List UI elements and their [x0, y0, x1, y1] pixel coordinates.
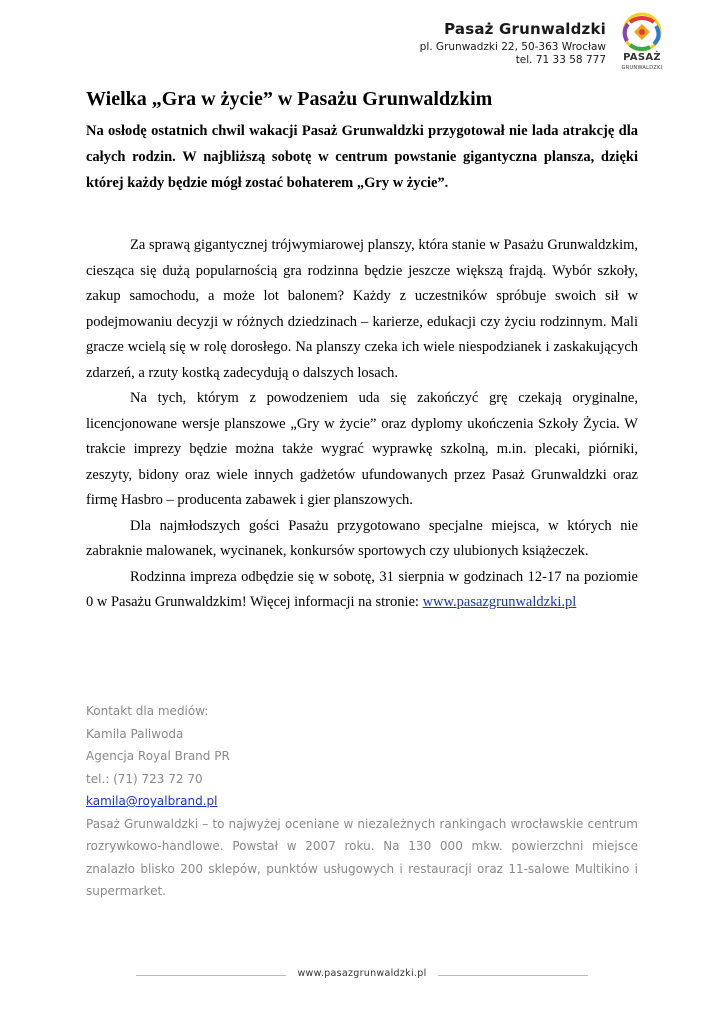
contact-heading: Kontakt dla mediów: [86, 704, 209, 718]
contact-name: Kamila Paliwoda [86, 726, 184, 741]
page-footer [136, 968, 588, 982]
company-phone: tel. 71 33 58 777 [515, 54, 606, 66]
article-paragraph: Za sprawą gigantycznej trójwymiarowej planszy, która stanie w Pasażu Grunwaldzkim, ciesząca się dużą popularnością gra rodzinna będzie jeszcze większą frajdą. Wybór szkoły, zakup samochodu, a może lot balonem? Każdy z uczestników spróbuje swoich sił w podejmowaniu decyzji w różnych dziedzinach – karierze, edukacji czy życiu rodzinnym. Mali gracze wcielą się w rolę dorosłego. Na planszy czeka ich wiele niespodzianek i zaskakujących zdarzeń, a rzuty kostką zadecydują o dalszych losach. [86, 237, 638, 381]
article-paragraph-last [86, 565, 638, 616]
letterhead [420, 20, 606, 67]
logo-brand-text: PASAŻ [623, 52, 661, 63]
company-name: Pasaż Grunwaldzki [444, 20, 606, 38]
media-contact [86, 700, 638, 903]
logo-mark-icon [618, 12, 666, 52]
article-body [86, 233, 638, 616]
pasaz-logo [618, 12, 666, 74]
article-paragraph: Na tych, którym z powodzeniem uda się zakończyć grę czekają oryginalne, licencjonowane wersje planszowe „Gry w życie” oraz dyplomy ukończenia Szkoły Życia. W trakcie imprezy będzie można także wygrać wyprawkę szkolną, m.in. plecaki, piórniki, zeszyty, bidony oraz wiele innych gadżetów ufundowanych przez Pasaż Grunwaldzki oraz firmę Hasbro – producenta zabawek i gier planszowych. [86, 390, 638, 508]
company-about: Pasaż Grunwaldzki – to najwyżej oceniane w niezależnych rankingach wrocławskie centrum rozrywkowo-handlowe. Powstał w 2007 roku. Na 130 000 mkw. powierzchni miejsce znalazło blisko 200 sklepów, punktów usługowych i restauracji oraz 11-salowe Multikino i supermarket. [86, 816, 638, 898]
article-title: Wielka „Gra w życie” w Pasażu Grunwaldzkim [86, 88, 493, 110]
article-paragraph-last-text: Rodzinna impreza odbędzie się w sobotę, 31 sierpnia w godzinach 12-17 na poziomie 0 w Pasażu Grunwaldzkim! Więcej informacji na stronie: [86, 568, 638, 610]
contact-agency: Agencja Royal Brand PR [86, 749, 230, 763]
footer-website: www.pasazgrunwaldzki.pl [297, 968, 427, 979]
contact-phone: tel.: (71) 723 72 70 [86, 771, 203, 786]
company-address: pl. Grunwadzki 22, 50-363 Wrocław [419, 41, 606, 53]
footer-divider-right [438, 975, 588, 976]
article-lead: Na osłodę ostatnich chwil wakacji Pasaż Grunwaldzki przygotował nie lada atrakcję dla całych rodzin. W najbliższą sobotę w centrum powstanie gigantyczna plansza, dzięki której każdy będzie mógł zostać bohaterem „Gry w życie”. [86, 123, 638, 191]
contact-email-link[interactable]: kamila@royalbrand.pl [86, 794, 218, 808]
logo-sub-text: GRUNWALDZKI [621, 65, 663, 71]
website-link[interactable]: www.pasazgrunwaldzki.pl [422, 594, 577, 610]
article-paragraph: Dla najmłodszych gości Pasażu przygotowano specjalne miejsca, w których nie zabraknie malowanek, wycinanek, konkursów sportowych czy ulubionych książeczek. [86, 517, 638, 559]
